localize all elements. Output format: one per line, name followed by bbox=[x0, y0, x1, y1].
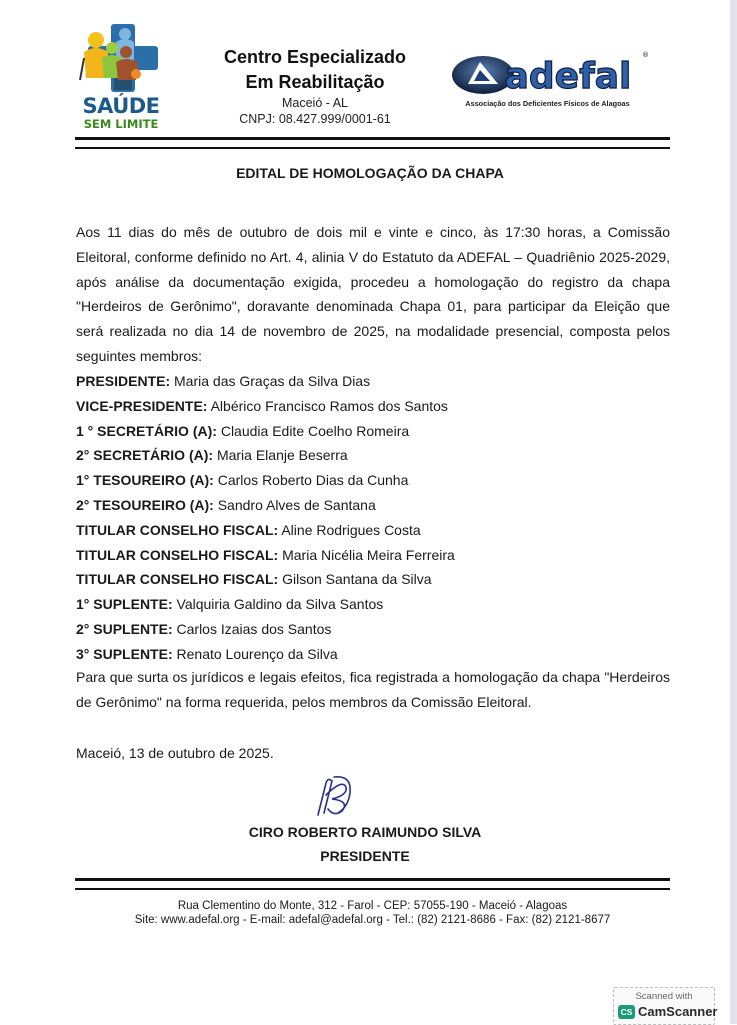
watermark-brand: CamScanner bbox=[638, 1004, 718, 1019]
member-row bbox=[76, 642, 670, 667]
signer-name: CIRO ROBERTO RAIMUNDO SILVA bbox=[248, 824, 482, 840]
member-role: 2° TESOUREIRO (A): bbox=[76, 496, 214, 513]
member-name: Claudia Edite Coelho Romeira bbox=[220, 422, 410, 439]
member-role: 1° TESOUREIRO (A): bbox=[76, 472, 214, 489]
member-role: PRESIDENTE: bbox=[76, 373, 171, 389]
member-row bbox=[76, 617, 670, 642]
header-rule-thick bbox=[75, 137, 670, 140]
member-name: Renato Lourenço da Silva bbox=[176, 645, 338, 662]
member-name: Albérico Francisco Ramos dos Santos bbox=[210, 397, 448, 414]
member-name: Maria das Graças da Silva Dias bbox=[174, 373, 371, 389]
member-role: 1° SUPLENTE: bbox=[76, 596, 173, 613]
header-rule-thin bbox=[75, 147, 670, 149]
member-row bbox=[76, 543, 670, 568]
saude-sem-limite-logo bbox=[78, 22, 164, 134]
member-row bbox=[76, 518, 670, 543]
member-row bbox=[76, 592, 670, 617]
footer bbox=[75, 899, 670, 927]
letterhead-center bbox=[205, 45, 425, 127]
org-cnpj: CNPJ: 08.427.999/0001-61 bbox=[239, 112, 391, 126]
page-edge-strip bbox=[729, 0, 737, 1024]
member-row bbox=[76, 419, 670, 444]
footer-address: Rua Clementino do Monte, 312 - Farol - CEP: 57055-190 - Maceió - Alagoas bbox=[177, 900, 568, 912]
watermark-scanned-with: Scanned with bbox=[635, 991, 693, 1002]
member-name: Sandro Alves de Santana bbox=[217, 496, 376, 513]
camscanner-watermark bbox=[613, 987, 718, 1025]
closing-paragraph: Para que surta os jurídicos e legais efeitos, fica registrada a homologação da chapa "Herdeiros de Gerônimo" na forma requerida, pelos membros da Comissão Eleitoral. bbox=[76, 669, 670, 710]
logo-saude-subtitle: SEM LIMITE bbox=[83, 117, 159, 131]
adefal-tagline: Associação dos Deficientes Físicos de Alagoas bbox=[465, 99, 630, 108]
member-role: 1 ° SECRETÁRIO (A): bbox=[76, 422, 217, 439]
intro-paragraph: Aos 11 dias do mês de outubro de dois mil e vinte e cinco, às 17:30 horas, a Comissão Eleitoral, conforme definido no Art. 4, alinia V do Estatuto da ADEFAL – Quadriênio 2025-2029, após análise da documentação exigida, procedeu a homologação do registro da chapa "Herdeiros de Gerônimo", doravante denominada Chapa 01, para participar da Eleição que será realizada no dia 14 de novembro de 2025, na modalidade presencial, composta pelos seguintes membros: bbox=[76, 224, 670, 364]
document-title: EDITAL DE HOMOLOGAÇÃO DA CHAPA bbox=[236, 165, 504, 181]
adefal-wordmark: adefal bbox=[504, 56, 632, 97]
member-name: Carlos Izaias dos Santos bbox=[176, 620, 332, 637]
member-role: TITULAR CONSELHO FISCAL: bbox=[76, 546, 279, 563]
member-role: 3° SUPLENTE: bbox=[76, 645, 173, 662]
logo-saude-word: SAÚDE bbox=[82, 94, 160, 118]
member-role: TITULAR CONSELHO FISCAL: bbox=[76, 521, 279, 538]
members-list bbox=[76, 369, 670, 667]
adefal-emblem-icon bbox=[450, 48, 650, 98]
signature-scribble-icon bbox=[312, 773, 354, 819]
adefal-logo bbox=[450, 48, 650, 113]
registered-mark: ® bbox=[642, 51, 649, 59]
member-row bbox=[76, 493, 670, 518]
member-role: TITULAR CONSELHO FISCAL: bbox=[76, 571, 279, 588]
member-role: 2° SUPLENTE: bbox=[76, 620, 173, 637]
org-city: Maceió - AL bbox=[281, 96, 348, 110]
org-name-line2: Em Reabilitação bbox=[245, 72, 385, 92]
medical-cross-people-icon bbox=[78, 22, 164, 94]
member-row bbox=[76, 468, 670, 493]
member-name: Maria Elanje Beserra bbox=[216, 447, 348, 464]
footer-rule-thick bbox=[75, 878, 670, 881]
member-name: Valquiria Galdino da Silva Santos bbox=[176, 596, 384, 613]
member-role: 2° SECRETÁRIO (A): bbox=[76, 447, 214, 464]
member-role: VICE-PRESIDENTE: bbox=[76, 397, 208, 414]
org-name-line1: Centro Especializado bbox=[223, 47, 407, 67]
member-row bbox=[76, 443, 670, 468]
member-name: Gilson Santana da Silva bbox=[282, 571, 432, 588]
signer-block bbox=[190, 820, 540, 868]
member-row bbox=[76, 567, 670, 592]
signer-title: PRESIDENTE bbox=[320, 848, 410, 864]
member-name: Maria Nicélia Meira Ferreira bbox=[282, 546, 455, 563]
member-name: Carlos Roberto Dias da Cunha bbox=[217, 472, 409, 489]
footer-rule-thin bbox=[75, 888, 670, 890]
member-row bbox=[76, 394, 670, 419]
footer-contact: Site: www.adefal.org - E-mail: adefal@adefal.org - Tel.: (82) 2121-8686 - Fax: (82) 2121-8677 bbox=[134, 914, 611, 926]
camscanner-logo-icon: CS bbox=[618, 1005, 635, 1019]
member-name: Aline Rodrigues Costa bbox=[281, 521, 421, 538]
member-row bbox=[76, 369, 670, 394]
place-and-date: Maceió, 13 de outubro de 2025. bbox=[76, 745, 274, 761]
